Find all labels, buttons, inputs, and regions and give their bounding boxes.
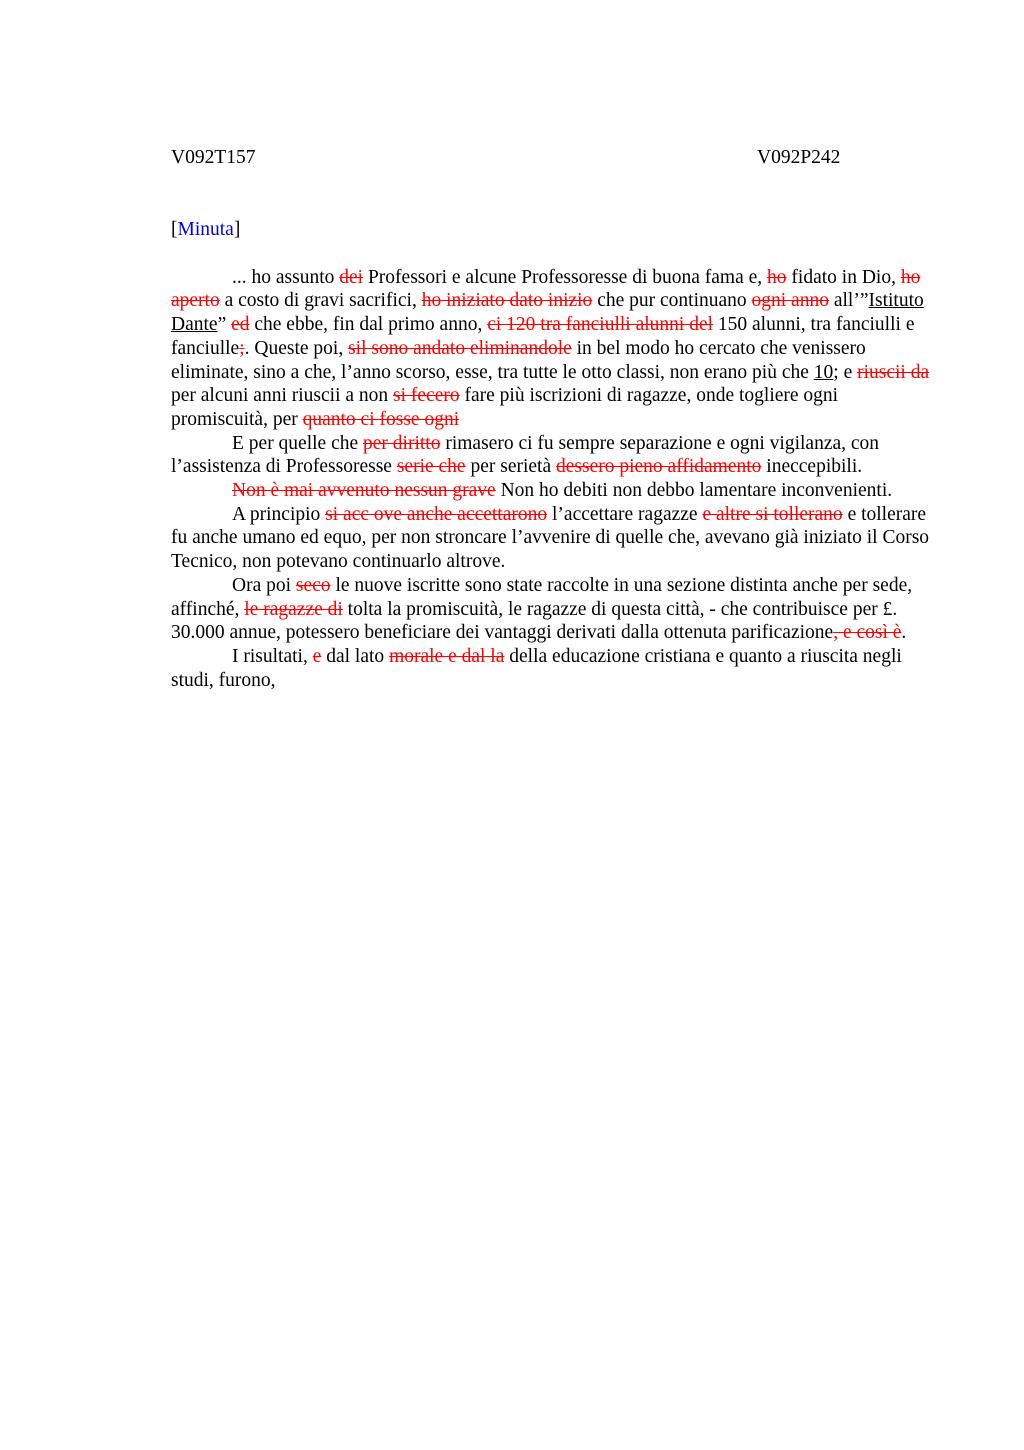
minuta-open-bracket: [	[171, 219, 178, 240]
deleted-text: quanto ci fosse ogni	[302, 408, 460, 430]
text-segment: . Queste poi,	[244, 337, 349, 359]
deleted-text: Non è mai avvenuto nessun grave	[232, 480, 496, 502]
text-segment: I risultati,	[232, 645, 313, 667]
deleted-text: ho	[767, 266, 787, 288]
text-segment: fare più iscrizioni di ragazze, onde togliere ogni promiscuità, per	[171, 385, 839, 430]
deleted-text: e	[312, 645, 322, 667]
text-segment: ineccepibili.	[761, 456, 863, 478]
text-segment: e tollerare fu anche umano ed equo, per non stroncare l’avvenire di quelle che, avevano già iniziato il Corso Tecnico, non potevano continuarlo altrove.	[171, 503, 930, 573]
text-segment: le nuove iscritte sono state raccolte in una sezione distinta anche per sede, affinché,	[171, 574, 913, 620]
deleted-text: serie che	[396, 456, 466, 478]
deleted-text: ho aperto	[171, 266, 921, 312]
deleted-text: riuscii da	[857, 361, 930, 383]
minuta-close-bracket: ]	[233, 219, 241, 240]
deleted-text: morale e dal la	[389, 645, 505, 667]
document-header	[171, 146, 931, 170]
document-body	[171, 266, 931, 693]
text-segment: E per quelle che	[232, 432, 364, 454]
text-segment: Professori e alcune Professoresse di buona fama e,	[363, 266, 768, 288]
text-segment: che ebbe, fin dal primo anno,	[249, 314, 488, 336]
text-segment: A principio	[232, 503, 326, 525]
text-segment: 150 alunni, tra fanciulli e fanciulle	[171, 314, 915, 359]
text-segment: l’accettare ragazze	[547, 503, 703, 525]
paragraph	[171, 574, 931, 645]
text-segment: ; e	[833, 361, 858, 383]
text-segment: a costo di gravi sacrifici,	[219, 290, 422, 312]
deleted-text: le ragazze di	[244, 598, 343, 620]
paragraph	[171, 503, 931, 574]
paragraph	[171, 432, 931, 479]
deleted-text: ci 120 tra fanciulli alunni del	[487, 314, 714, 336]
deleted-text: e altre si tollerano	[702, 503, 843, 525]
deleted-text: sil sono andato eliminandole	[348, 337, 572, 359]
deleted-text: si fecero	[393, 385, 460, 407]
deleted-text: ed	[231, 314, 250, 336]
deleted-text: dessero pieno affidamento	[556, 456, 762, 478]
paragraph	[171, 266, 931, 432]
deleted-text: ogni anno	[751, 290, 829, 312]
deleted-text: ;	[239, 337, 245, 359]
text-segment: ... ho assunto	[232, 266, 340, 288]
text-segment: tolta la promiscuità, le ragazze di questa città, - che contribuisce per £. 30.000 annue, potessero beneficiare dei vantaggi derivati dalla ottenuta parificazione	[171, 598, 898, 644]
text-segment: dal lato	[321, 645, 390, 667]
text-segment: della educazione cristiana e quanto a riuscita negli studi, furono,	[171, 645, 902, 691]
text-segment: .	[901, 622, 907, 644]
paragraph	[171, 479, 931, 503]
deleted-text: ho iniziato dato inizio	[421, 290, 593, 312]
text-segment: fidato in Dio,	[786, 266, 901, 288]
underlined-text: 10	[813, 361, 834, 383]
text-segment: Non ho debiti non debbo lamentare inconvenienti.	[495, 480, 893, 502]
text-segment: rimasero ci fu sempre separazione e ogni vigilanza, con l’assistenza di Professoresse	[171, 432, 880, 478]
document-code-right: V092P242	[757, 147, 841, 168]
text-segment: in bel modo ho cercato che venissero eliminate, sino a che, l’anno scorso, esse, tra tutte le otto classi, non erano più che	[171, 337, 866, 383]
deleted-text: , e così è	[833, 622, 902, 644]
underlined-text: Istituto Dante	[171, 290, 924, 336]
text-segment: che pur continuano	[592, 290, 752, 312]
text-segment: per serietà	[465, 456, 556, 478]
paragraph	[171, 645, 931, 692]
deleted-text: per diritto	[363, 432, 441, 454]
document-code-left: V092T157	[171, 147, 256, 168]
text-segment: ”	[217, 314, 232, 336]
deleted-text: seco	[295, 574, 331, 596]
deleted-text: dei	[339, 266, 364, 288]
text-segment: per alcuni anni riuscii a non	[171, 385, 394, 407]
deleted-text: si acc ove anche accettarono	[325, 503, 548, 525]
minuta-word: Minuta	[177, 219, 234, 240]
text-segment: Ora poi	[232, 574, 296, 596]
document-page	[171, 146, 931, 692]
minuta-label	[171, 218, 931, 242]
text-segment: all’”	[828, 290, 869, 312]
